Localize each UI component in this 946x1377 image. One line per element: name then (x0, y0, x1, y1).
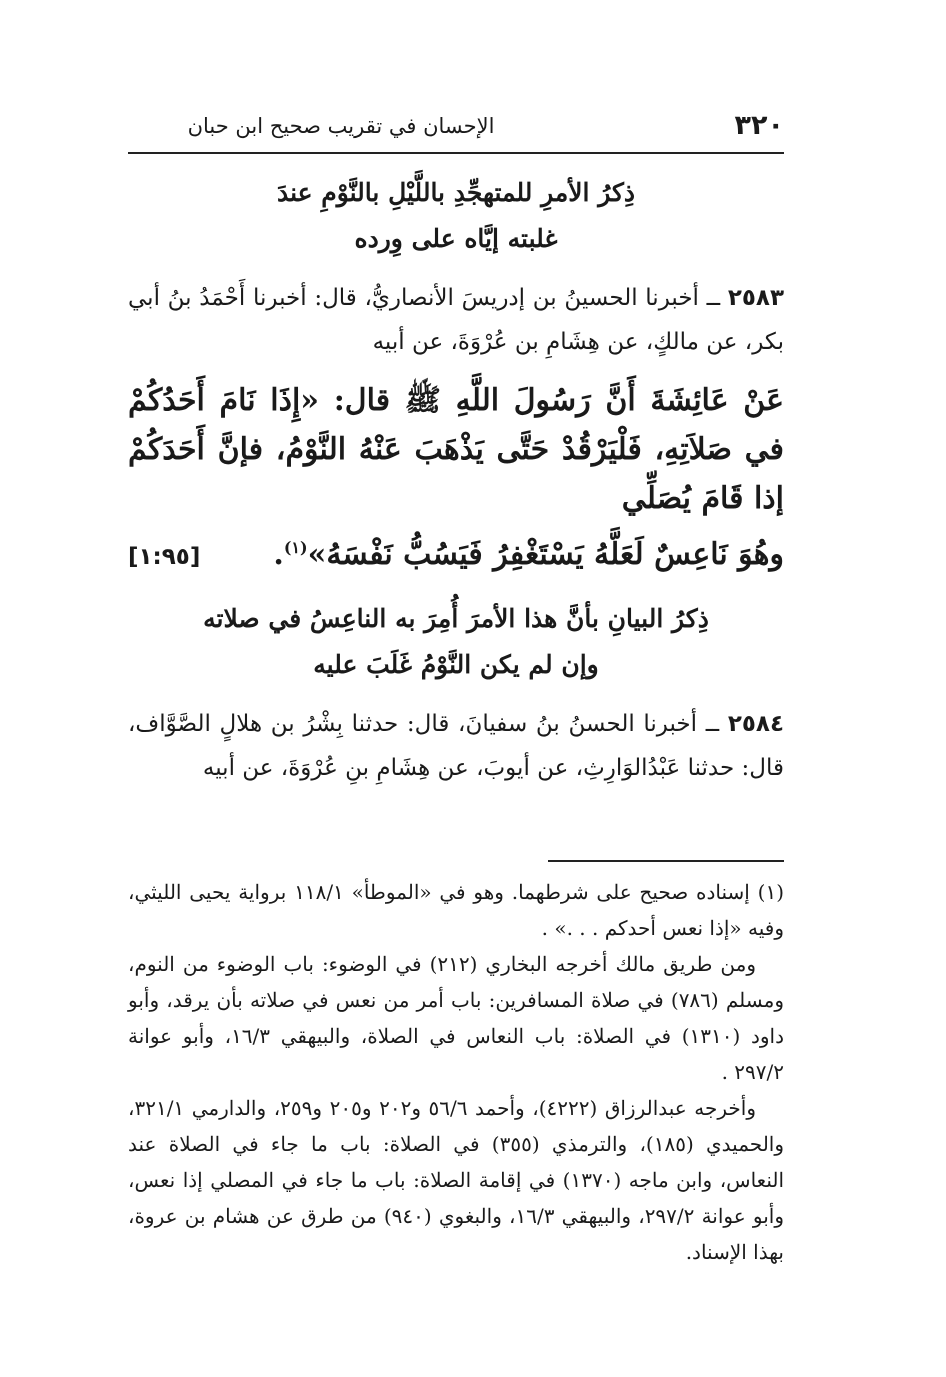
book-title: الإحسان في تقريب صحيح ابن حبان (187, 114, 495, 138)
hadith-reference: [١:٩٥] (128, 544, 201, 570)
chapter-heading-2-line-1: ذِكرُ البيانِ بأنَّ هذا الأمرَ أُمِرَ به الناعِسُ في صلاته (203, 604, 709, 633)
hadith-matn-1-end-punct: . (273, 537, 284, 572)
hadith-isnad-1 (128, 276, 784, 364)
hadith-number-2: ٢٥٨٤ (727, 711, 784, 737)
chapter-heading-1-line-2: غلبته إيَّاه على وِرده (354, 224, 558, 253)
footnotes (128, 874, 784, 1270)
footnote-1-para-1: (١) إسناده صحيح على شرطهما. وهو في «الموطأ» ١١٨/١ برواية يحيى الليثي، وفيه «إذا نعس أحدكم . . .» . (128, 880, 785, 940)
chapter-heading-1 (128, 170, 784, 262)
hadith-matn-1 (128, 376, 784, 582)
footnote-1-para-3: وأخرجه عبدالرزاق (٤٢٢٢)، وأحمد ٥٦/٦ و٢٠٢ و٢٠٥ و٢٥٩، والدارمي ٣٢١/١، والحميدي (١٨٥)، والترمذي (٣٥٥) في الصلاة: باب ما جاء في الصلاة عند النعاس، وابن ماجه (١٣٧٠) في إقامة الصلاة: باب ما جاء في المصلي إذا نعس، وأبو عوانة ٢٩٧/٢، والبيهقي ١٦/٣، والبغوي (٩٤٠) من طرق عن هشام بن عروة، بهذا الإسناد. (128, 1096, 784, 1264)
running-header (128, 108, 784, 154)
hadith-isnad-1-text: ــ أخبرنا الحسينُ بن إدريسَ الأنصاريُّ، قال: أخبرنا أَحْمَدُ بنُ أبي بكر، عن مالكٍ، عن هِشَامِ بن عُرْوَةَ، عن أبيه (128, 285, 784, 355)
page-number: ٣٢٠ (734, 110, 784, 141)
footnote-marker: (١) (283, 538, 308, 557)
hadith-isnad-2 (128, 702, 784, 790)
footnote-divider (548, 860, 784, 862)
chapter-heading-1-line-1: ذِكرُ الأمرِ للمتهجِّدِ باللَّيْلِ بالنَّوْمِ عندَ (276, 178, 636, 207)
hadith-isnad-2-text: ــ أخبرنا الحسنُ بنُ سفيانَ، قال: حدثنا بِشْرُ بن هلالٍ الصَّوَّاف، قال: حدثنا عَبْدُالوَارِثِ، عن أيوبَ، عن هِشَامِ بنِ عُرْوَةَ، عن أبيه (128, 711, 784, 781)
hadith-matn-1-end-text: وهُوَ نَاعِسٌ لَعَلَّهُ يَسْتَغْفِرُ فَيَسُبُّ نَفْسَهُ» (307, 537, 784, 572)
chapter-heading-2-line-2: وإن لم يكن النَّوْمُ غَلَبَ عليه (313, 650, 599, 679)
hadith-matn-1-text: عَنْ عَائِشَةَ أَنَّ رَسُولَ اللَّهِ ﷺ قال: «إِذَا نَامَ أَحَدُكُمْ في صَلاَتِهِ، فَلْيَرْقُدْ حَتَّى يَذْهَبَ عَنْهُ النَّوْمُ، فإنَّ أَحَدَكُمْ إذا قَامَ يُصَلِّي (128, 383, 784, 516)
book-page (128, 108, 784, 1308)
hadith-matn-1-ending (273, 523, 784, 579)
hadith-matn-1-last-line (128, 523, 784, 582)
chapter-heading-2 (128, 596, 784, 688)
footnote-1-para-2: ومن طريق مالك أخرجه البخاري (٢١٢) في الوضوء: باب الوضوء من النوم، ومسلم (٧٨٦) في صلاة المسافرين: باب أمر من نعس في صلاته بأن يرقد، وأبو داود (١٣١٠) في الصلاة: باب النعاس في الصلاة، والبيهقي ١٦/٣، وأبو عوانة ٢٩٧/٢ . (128, 952, 785, 1084)
hadith-number-1: ٢٥٨٣ (727, 285, 784, 311)
